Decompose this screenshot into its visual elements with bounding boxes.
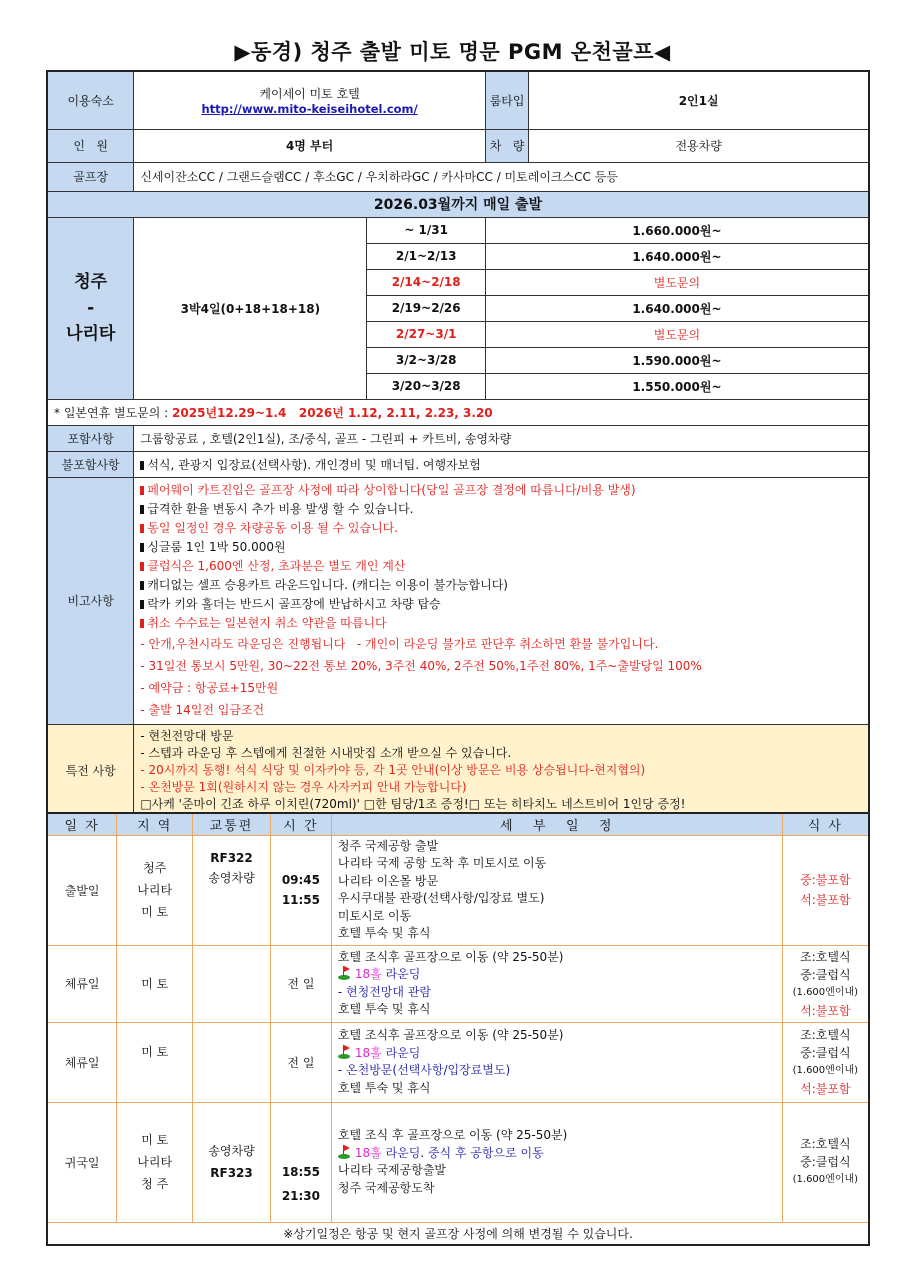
golf-flag-icon [338,966,352,980]
region-cell: 청주 나리타 미 토 [117,835,193,945]
transport-cell: RF322 송영차량 [193,835,271,945]
price-value: 별도문의 [485,321,869,347]
route-dash: - [87,298,95,318]
remark-item: 페어웨이 카트진입은 골프장 사정에 따라 상이합니다(당일 골프장 결정에 따릅니다/비용 발생) [140,481,862,500]
remark-item: - 예약금 : 항공료+15만원 [140,680,279,695]
region-cell: 미 토 나리타 청 주 [117,1102,193,1222]
hotel-url-link[interactable]: http://www.mito-keiseihotel.com/ [201,101,418,116]
remark-item: 캐디없는 셀프 승용카트 라운드입니다. (캐디는 이용이 불가능합니다) [140,576,862,595]
time-cell: 전 일 [270,945,331,1022]
departure-banner: 2026.03월까지 매일 출발 [47,191,869,217]
price-value: 1.590.000원~ [485,347,869,373]
included-label: 포함사항 [47,425,134,451]
header-transport: 교통편 [193,813,271,835]
excluded-row [134,451,869,477]
excluded-text: 석식, 관광지 입장료(선택사항). 개인경비 및 매너팁. 여행자보험 [147,457,481,472]
itinerary-row [47,835,869,945]
bullet-icon [140,562,144,571]
remark-item: 동일 일정인 경우 차량공동 이용 될 수 있습니다. [140,519,862,538]
remarks-list [134,477,869,724]
price-period: 2/14~2/18 [367,269,485,295]
remark-item: 취소 수수료는 일본현지 취소 약관을 따릅니다 [140,614,862,633]
accommodation-label: 이용숙소 [47,71,134,129]
day-label: 귀국일 [47,1102,117,1222]
bullet-icon [140,600,144,609]
plan-duration: 3박4일(0+18+18+18) [134,217,367,399]
benefit-item: - 스텝과 라운딩 후 스텝에게 친절한 시내맛집 소개 받으실 수 있습니다. [140,745,512,760]
remark-item: 클럽식은 1,600엔 산정, 초과분은 별도 개인 계산 [140,557,862,576]
price-value: 1.660.000원~ [485,217,869,243]
header-details: 세 부 일 정 [331,813,782,835]
transport-cell [193,1022,271,1102]
bullet-icon [140,505,144,514]
bullet-icon [140,581,144,590]
room-type-label: 룸타입 [485,71,528,129]
price-period: ~ 1/31 [367,217,485,243]
golf-round-line: 18홀 라운딩. 중식 후 공항으로 이동 [338,1145,782,1163]
details-cell: 청주 국제공항 출발 나리타 국제 공항 도착 후 미토시로 이동 나리타 이온몰 방문 우시쿠대불 관광(선택사항/입장료 별도) 미토시로 이동 호텔 투숙 및 휴식 [331,835,782,945]
holiday-dates: 2025년12.29~1.4 2026년 1.12, 2.11, 2.23, 3.20 [172,405,493,420]
details-cell: 호텔 조식 후 골프장으로 이동 (약 25-50분) 18홀 라운딩. 중식 후 공항으로 이동 나리타 국제공항출발 청주 국제공항도착 [331,1102,782,1222]
excluded-label: 불포함사항 [47,451,134,477]
bullet-icon [140,543,144,552]
benefits-label: 특전 사항 [47,724,134,817]
header-region: 지 역 [117,813,193,835]
holiday-note-label: * 일본연휴 별도문의 : [54,405,173,420]
route-from: 청주 [74,272,108,292]
itinerary-row [47,1102,869,1222]
price-period: 2/27~3/1 [367,321,485,347]
header-time: 시 간 [270,813,331,835]
remark-item: - 31일전 통보시 5만원, 30~22전 통보 20%, 3주전 40%, 2주전 50%,1주전 80%, 1주~출발당일 100% [140,658,702,673]
route-to: 나리타 [66,324,116,344]
header-meals: 식 사 [782,813,869,835]
vehicle-value: 전용차량 [529,129,869,162]
day-label: 체류일 [47,1022,117,1102]
golf-flag-icon [338,1145,352,1159]
price-period: 2/19~2/26 [367,295,485,321]
golf-round-line: 18홀 라운딩 [338,1045,782,1063]
people-value: 4명 부터 [134,129,486,162]
benefits-list [134,724,869,817]
region-cell: 미 토 [117,1022,193,1102]
hotel-cell [134,71,486,129]
hotel-name: 케이세이 미토 호텔 [259,86,360,101]
benefit-item: □사케 '준마이 긴죠 하루 이치린(720ml)' □한 팀당/1조 증정!□ 또는 히타치노 네스트비어 1인당 증정! [140,796,686,811]
remark-item: 싱글룸 1인 1박 50.000원 [140,538,862,557]
price-value: 1.640.000원~ [485,243,869,269]
golf-flag-icon [338,1045,352,1059]
price-period: 2/1~2/13 [367,243,485,269]
vehicle-label: 차 량 [485,129,528,162]
benefit-item: - 20시까지 동행! 석식 식당 및 이자카야 등, 각 1곳 안내(이상 방문은 비용 상승됩니다-현지협의) [140,762,646,777]
price-value: 1.550.000원~ [485,373,869,399]
itinerary-row [47,1022,869,1102]
day-label: 체류일 [47,945,117,1022]
bullet-icon [140,486,144,495]
meals-cell: 조:호텔식 중:클럽식 (1.600엔이내) 석:불포함 [782,1022,869,1102]
page-title: ▶동경) 청주 출발 미토 명문 PGM 온천골프◀ [234,40,671,64]
golf-courses: 신세이잔소CC / 그랜드슬램CC / 후소GC / 우치하라GC / 카사마CC / 미토레이크스CC 등등 [134,162,869,191]
benefit-item: - 온천방문 1회(원하시지 않는 경우 사자커피 안내 가능합니다) [140,779,467,794]
package-info-table [46,70,870,818]
day-label: 출발일 [47,835,117,945]
holiday-note [47,399,869,425]
itinerary-header-row [47,813,869,835]
benefit-item: - 현천전망대 방문 [140,728,234,743]
itinerary-footer-note: ※상기일정은 항공 및 현지 골프장 사정에 의해 변경될 수 있습니다. [47,1222,869,1245]
price-value: 별도문의 [485,269,869,295]
route-cell [47,217,134,399]
header-date: 일 자 [47,813,117,835]
price-value: 1.640.000원~ [485,295,869,321]
meals-cell: 조:호텔식 중:클럽식 (1.600엔이내) [782,1102,869,1222]
details-cell: 호텔 조식후 골프장으로 이동 (약 25-50분) 18홀 라운딩 - 온천방문(선택사항/입장료별도) 호텔 투숙 및 휴식 [331,1022,782,1102]
price-period: 3/2~3/28 [367,347,485,373]
remark-item: 락카 키와 홀더는 반드시 골프장에 반납하시고 차량 탑승 [140,595,862,614]
remark-item: - 출발 14일전 입금조건 [140,702,265,717]
time-cell: 전 일 [270,1022,331,1102]
golf-label: 골프장 [47,162,134,191]
golf-round-line: 18홀 라운딩 [338,966,782,984]
price-period: 3/20~3/28 [367,373,485,399]
remarks-label: 비고사항 [47,477,134,724]
time-cell: 09:45 11:55 [270,835,331,945]
itinerary-row [47,945,869,1022]
meals-cell: 조:호텔식 중:클럽식 (1.600엔이내) 석:불포함 [782,945,869,1022]
region-cell: 미 토 [117,945,193,1022]
transport-cell [193,945,271,1022]
bullet-icon [140,461,144,470]
room-type-value: 2인1실 [529,71,869,129]
remark-item: - 안개,우천시라도 라운딩은 진행됩니다 - 개인이 라운딩 불가로 판단후 취소하면 환불 불가입니다. [140,636,659,651]
included-text: 그룹항공료 , 호텔(2인1실), 조/중식, 골프 - 그린피 + 카트비, 송영차량 [134,425,869,451]
time-cell: 18:55 21:30 [270,1102,331,1222]
details-cell: 호텔 조식후 골프장으로 이동 (약 25-50분) 18홀 라운딩 - 현청전망대 관람 호텔 투숙 및 휴식 [331,945,782,1022]
itinerary-table [46,812,870,1246]
transport-cell: 송영차량 RF323 [193,1102,271,1222]
bullet-icon [140,524,144,533]
bullet-icon [140,619,144,628]
meals-cell: 중:불포함 석:불포함 [782,835,869,945]
remark-item: 급격한 환율 변동시 추가 비용 발생 할 수 있습니다. [140,500,862,519]
people-label: 인 원 [47,129,134,162]
